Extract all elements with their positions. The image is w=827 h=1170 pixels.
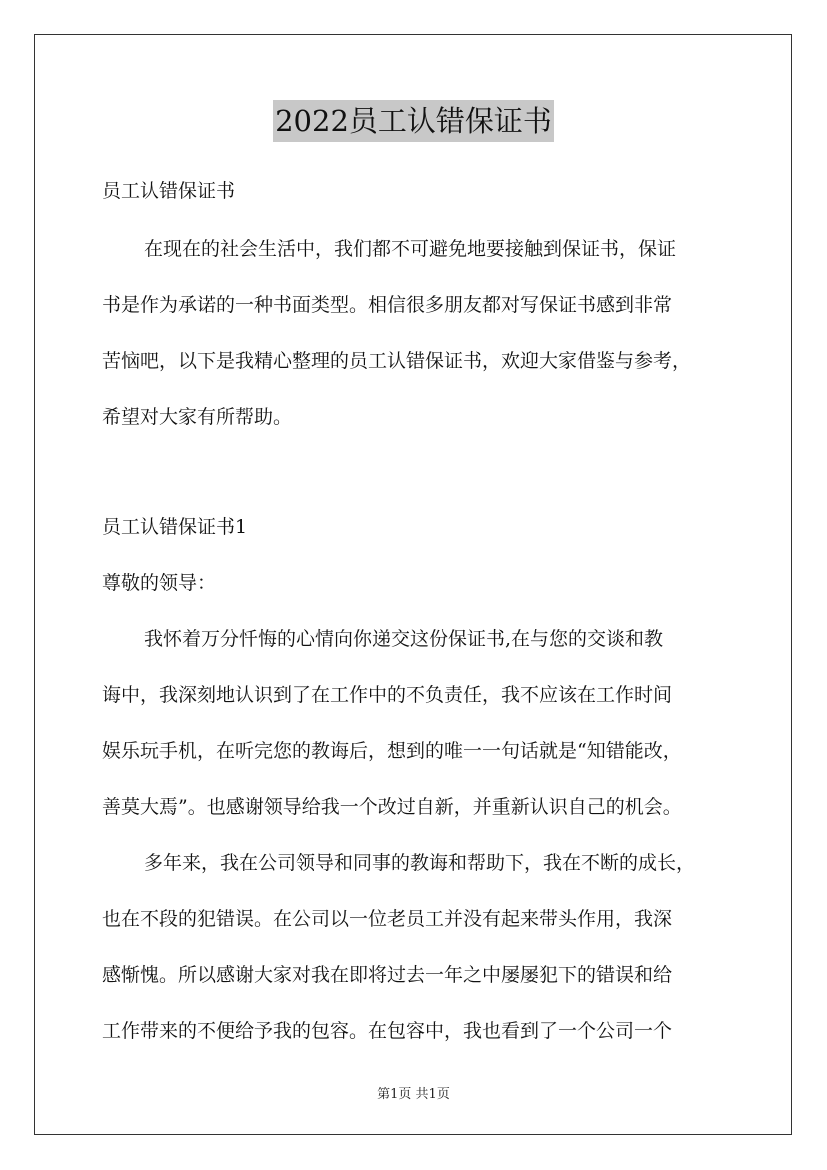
intro-line: 希望对大家有所帮助。 xyxy=(102,406,293,428)
page-footer: 第1页 共1页 xyxy=(377,1087,450,1102)
paragraph-line: 我怀着万分忏悔的心情向你递交这份保证书,在与您的交谈和教 xyxy=(144,628,664,650)
paragraph-line: 诲中，我深刻地认识到了在工作中的不负责任，我不应该在工作时间 xyxy=(102,684,673,706)
paragraph-line: 工作带来的不便给予我的包容。在包容中，我也看到了一个公司一个 xyxy=(102,1020,673,1042)
subtitle: 员工认错保证书 xyxy=(102,180,236,202)
document-title: 2022员工认错保证书 xyxy=(273,100,554,142)
paragraph-line: 感惭愧。所以感谢大家对我在即将过去一年之中屡屡犯下的错误和给 xyxy=(102,964,673,986)
section-title: 员工认错保证书1 xyxy=(102,516,248,538)
paragraph-line: 善莫大焉”。也感谢领导给我一个改过自新，并重新认识自己的机会。 xyxy=(102,796,682,818)
document-body xyxy=(102,172,740,1050)
title-wrap xyxy=(0,100,827,142)
intro-line: 苦恼吧，以下是我精心整理的员工认错保证书，欢迎大家借鉴与参考， xyxy=(102,350,692,372)
intro-line: 在现在的社会生活中，我们都不可避免地要接触到保证书，保证 xyxy=(144,238,677,260)
paragraph-line: 也在不段的犯错误。在公司以一位老员工并没有起来带头作用，我深 xyxy=(102,908,673,930)
paragraph-line: 多年来，我在公司领导和同事的教诲和帮助下，我在不断的成长， xyxy=(144,852,696,874)
intro-line: 书是作为承诺的一种书面类型。相信很多朋友都对写保证书感到非常 xyxy=(102,294,673,316)
paragraph-line: 娱乐玩手机，在听完您的教诲后，想到的唯一一句话就是“知错能改， xyxy=(102,740,682,762)
salutation: 尊敬的领导： xyxy=(102,572,217,594)
